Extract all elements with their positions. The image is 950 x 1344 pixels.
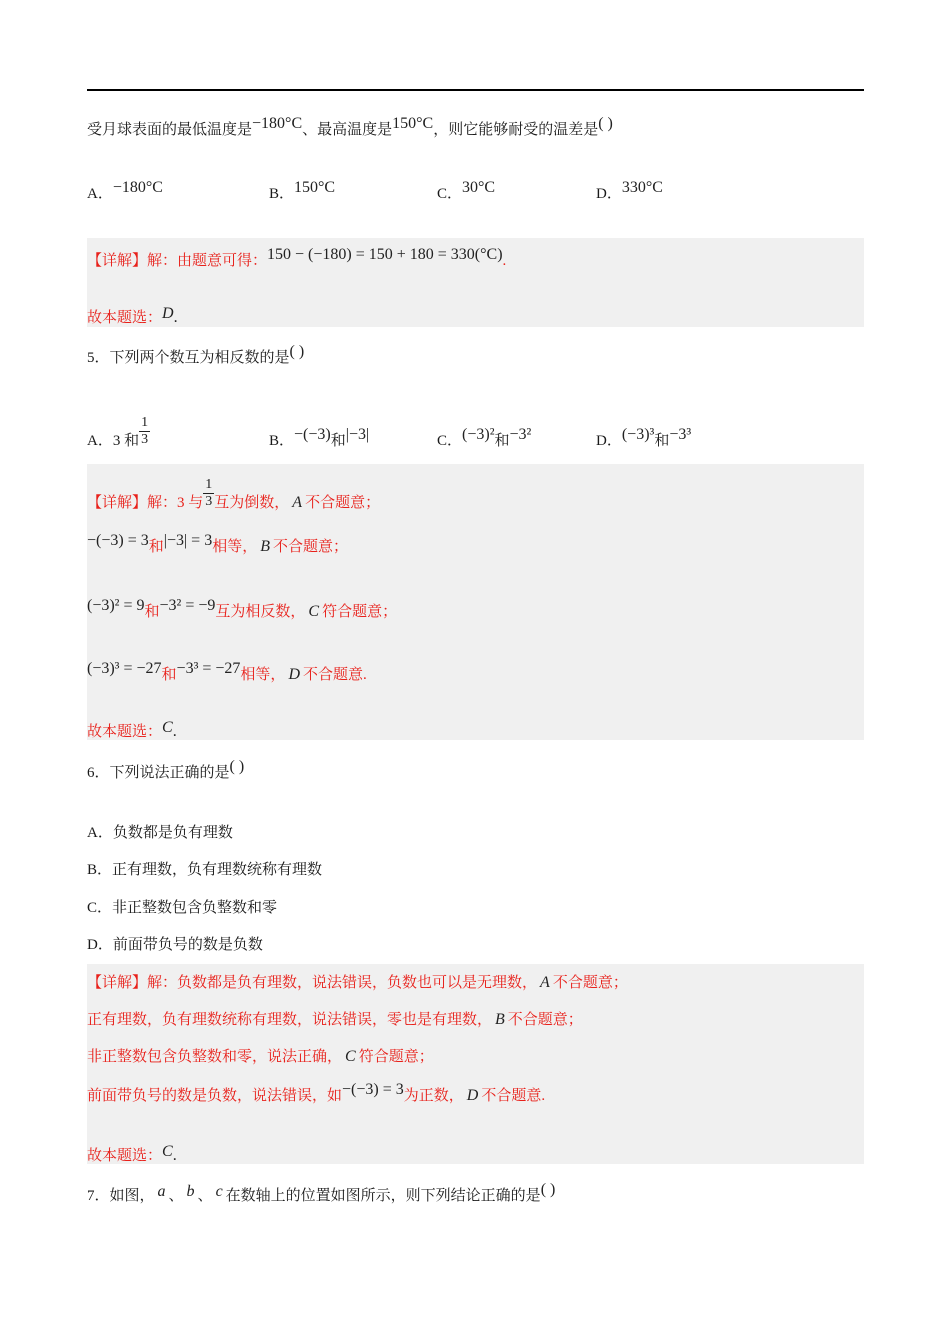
option-and: 和 <box>494 433 510 449</box>
detail-text: 解：3 与 <box>147 495 204 511</box>
option-letter: D． <box>596 186 622 202</box>
q4-answer-blank: ( ) <box>598 115 613 132</box>
variable-c: c <box>215 1183 223 1200</box>
q4-high-temp: 150°C <box>392 115 434 132</box>
q4-option-c <box>437 179 496 203</box>
detail-math: −(−3) = 3 <box>87 532 149 549</box>
detail-end: 不合题意； <box>552 975 628 991</box>
option-math-right: −3³ <box>669 426 692 443</box>
q6-conclusion <box>87 1144 177 1165</box>
detail-math: |−3| = 3 <box>163 532 213 549</box>
q4-detail-line <box>87 246 507 270</box>
detail-math: 150 − (−180) = 150 + 180 = 330(°C) <box>267 246 503 263</box>
question-text: 下列说法正确的是 <box>109 765 230 781</box>
fraction-numerator: 1 <box>141 415 149 430</box>
q5-conclusion <box>87 720 177 741</box>
q5-stem <box>87 343 305 367</box>
option-variable: C <box>345 1048 356 1065</box>
conclusion-text: 故本题选： <box>87 1148 163 1164</box>
q4-stem-text-3: ，则它能够耐受的温差是 <box>433 122 599 138</box>
q4-option-b <box>269 179 336 203</box>
option-value: 150°C <box>294 179 336 196</box>
fraction-one-third <box>139 415 150 448</box>
option-letter: A． <box>87 186 113 202</box>
q6-option-b: B．正有理数，负有理数统称有理数 <box>87 862 323 878</box>
detail-end: 符合题意； <box>358 1049 434 1065</box>
detail-and: 和 <box>144 604 160 620</box>
option-letter: B． <box>269 433 295 449</box>
q5-detail-line-4 <box>87 660 367 684</box>
detail-text: 互为倒数， <box>214 495 290 511</box>
detail-text: 前面带负号的数是负数，说法错误，如 <box>87 1088 343 1104</box>
detail-end: 不合题意. <box>303 667 367 683</box>
detail-and: 和 <box>161 667 177 683</box>
option-variable: B <box>260 538 270 555</box>
detail-text: 相等， <box>212 539 258 555</box>
q5-detail-line-3 <box>87 597 398 621</box>
option-letter: B． <box>269 186 295 202</box>
detail-text: 解：由题意可得： <box>147 253 268 269</box>
q4-option-a <box>87 179 163 203</box>
q5-option-b <box>269 426 370 450</box>
conclusion-text: 故本题选： <box>87 724 163 740</box>
q4-option-d <box>596 179 663 203</box>
question-text: 如图， <box>109 1188 155 1204</box>
question-number: 5． <box>87 350 110 366</box>
option-text: 3 和 <box>112 433 140 449</box>
detail-tag: 【详解】 <box>87 253 148 269</box>
detail-end: . <box>502 253 507 269</box>
option-letter: C． <box>437 433 463 449</box>
option-and: 和 <box>330 433 346 449</box>
answer-end: . <box>172 723 177 740</box>
detail-math: −(−3) = 3 <box>342 1081 404 1098</box>
q6-option-c: C．非正整数包含负整数和零 <box>87 900 278 916</box>
q6-detail-line-4 <box>87 1081 546 1105</box>
option-letter: C． <box>437 186 463 202</box>
answer-letter: C <box>162 1143 173 1160</box>
option-value: 30°C <box>462 179 496 196</box>
option-variable: C <box>308 603 320 620</box>
detail-tag: 【详解】 <box>87 495 148 511</box>
variable-b: b <box>186 1183 195 1200</box>
detail-and: 和 <box>148 539 164 555</box>
header-rule <box>87 89 864 91</box>
detail-text: 为正数， <box>403 1088 464 1104</box>
q6-detail-line-2 <box>87 1008 583 1029</box>
option-variable: A <box>292 494 303 511</box>
answer-end: . <box>173 309 178 326</box>
detail-math: (−3)² = 9 <box>87 597 145 614</box>
option-math-right: −3² <box>509 426 532 443</box>
separator: 、 <box>168 1188 184 1204</box>
answer-end: . <box>172 1147 177 1164</box>
detail-text: 非正整数包含负整数和零，说法正确， <box>87 1049 343 1065</box>
answer-letter: C <box>162 719 173 736</box>
detail-text: 相等， <box>240 667 286 683</box>
q7-answer-blank: ( ) <box>540 1181 556 1198</box>
question-number: 6． <box>87 765 110 781</box>
q6-option-a: A．负数都是负有理数 <box>87 825 233 841</box>
separator: 、 <box>197 1188 213 1204</box>
q4-stem <box>87 115 613 139</box>
option-variable: D <box>288 666 300 683</box>
detail-end: 不合题意； <box>273 539 349 555</box>
q6-detail-line-1 <box>87 971 628 992</box>
q5-option-d <box>596 426 692 450</box>
detail-end: 符合题意； <box>322 604 398 620</box>
fraction-numerator: 1 <box>205 477 213 492</box>
option-variable: A <box>540 974 550 991</box>
detail-end: 不合题意； <box>507 1012 583 1028</box>
q6-stem <box>87 758 245 782</box>
detail-tag: 【详解】 <box>87 975 148 991</box>
q5-detail-line-1 <box>87 467 380 512</box>
q4-stem-text: 受月球表面的最低温度是 <box>87 122 253 138</box>
variable-a: a <box>157 1183 166 1200</box>
q6-answer-blank: ( ) <box>229 758 245 775</box>
fraction-one-third <box>203 477 214 510</box>
question-text: 在数轴上的位置如图所示，则下列结论正确的是 <box>225 1188 541 1204</box>
option-variable: D <box>466 1087 479 1104</box>
answer-letter: D <box>162 305 174 322</box>
question-text: 下列两个数互为相反数的是 <box>109 350 290 366</box>
option-math-right: |−3| <box>345 426 370 443</box>
q4-conclusion <box>87 306 178 327</box>
detail-text: 解：负数都是负有理数，说法错误，负数也可以是无理数， <box>147 975 538 991</box>
detail-math: −3³ = −27 <box>176 660 241 677</box>
fraction-denominator: 3 <box>205 494 213 509</box>
detail-text: 互为相反数， <box>215 604 306 620</box>
detail-text: 正有理数，负有理数统称有理数，说法错误，零也是有理数， <box>87 1012 493 1028</box>
option-letter: A． <box>87 433 113 449</box>
option-math-left: −(−3) <box>294 426 331 443</box>
q4-stem-text-2: 、最高温度是 <box>302 122 393 138</box>
option-math-left: (−3)³ <box>621 426 655 443</box>
detail-math: −3² = −9 <box>159 597 216 614</box>
option-value: 330°C <box>621 179 663 196</box>
q6-option-d: D．前面带负号的数是负数 <box>87 937 263 953</box>
q5-option-a <box>87 405 150 450</box>
q5-detail-line-2 <box>87 532 349 556</box>
option-value: −180°C <box>112 179 163 196</box>
q4-low-temp: −180°C <box>252 115 303 132</box>
detail-end: 不合题意. <box>481 1088 546 1104</box>
option-and: 和 <box>654 433 670 449</box>
q5-answer-blank: ( ) <box>289 343 305 360</box>
option-variable: B <box>495 1011 505 1028</box>
option-letter: D． <box>596 433 622 449</box>
conclusion-text: 故本题选： <box>87 310 163 326</box>
detail-math: (−3)³ = −27 <box>87 660 162 677</box>
fraction-denominator: 3 <box>141 432 149 447</box>
q7-stem <box>87 1181 556 1205</box>
question-number: 7． <box>87 1188 110 1204</box>
q5-option-c <box>437 426 532 450</box>
q6-detail-line-3 <box>87 1045 434 1066</box>
detail-end: 不合题意； <box>305 495 381 511</box>
option-math-left: (−3)² <box>462 426 495 443</box>
